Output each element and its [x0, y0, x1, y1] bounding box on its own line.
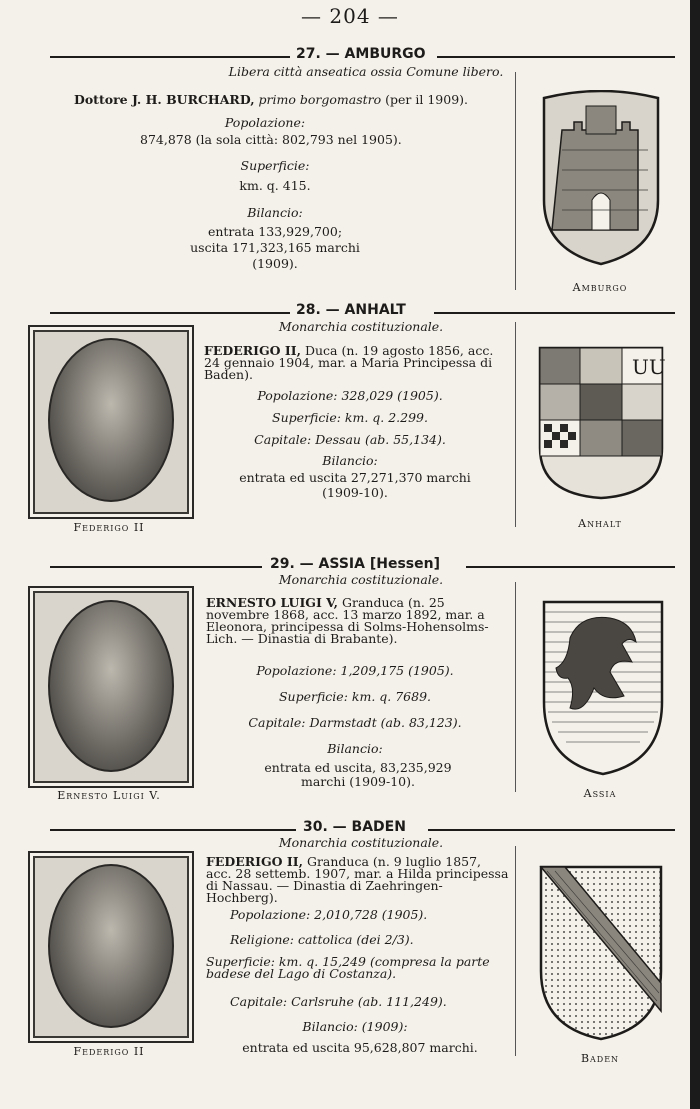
section-rule-left: [50, 829, 296, 831]
religion: Religione: cattolica (dei 2/3).: [230, 932, 414, 947]
budget-label: Bilancio:: [247, 205, 303, 220]
ruler-description: Granduca (n. 9 luglio 1857, acc. 28 settemb. 1907, mar. a Hilda principessa di Nassau. — Dinastia di Zaehringen-Hochberg).: [206, 854, 509, 905]
page-number: — 204 —: [301, 4, 399, 28]
budget-label: Bilancio:: [322, 453, 378, 468]
area: Superficie: km. q. 2.299.: [272, 410, 428, 425]
section-subtitle: Libera città anseatica ossia Comune libero.: [228, 64, 504, 79]
ruler-title: primo borgomastro: [258, 92, 382, 107]
ruler-name: FEDERIGO II,: [206, 854, 303, 869]
area-label: Superficie:: [240, 158, 310, 173]
ruler-line: [204, 345, 508, 381]
arms-caption: Assia: [583, 787, 617, 800]
baden-coat-of-arms-icon: [537, 863, 665, 1043]
capital: Capitale: Dessau (ab. 55,134).: [254, 432, 446, 447]
budget-line: (1909).: [252, 256, 298, 271]
section-subtitle: Monarchia costituzionale.: [278, 835, 444, 850]
anhalt-coat-of-arms-icon: [536, 344, 666, 502]
section-subtitle: Monarchia costituzionale.: [278, 319, 444, 334]
section-rule-right: [437, 56, 675, 58]
ruler-description: Duca (n. 19 agosto 1856, acc. 24 gennaio 1904, mar. a Maria Principessa di Baden).: [204, 343, 494, 382]
ruler-name: ERNESTO LUIGI V,: [206, 595, 339, 610]
ruler-line: [74, 92, 514, 107]
portrait-caption: Ernesto Luigi V.: [57, 789, 161, 802]
section-title: 29. — ASSIA [Hessen]: [270, 556, 440, 572]
area: Superficie: km. q. 7689.: [278, 689, 431, 704]
column-divider: [515, 322, 516, 527]
assia-coat-of-arms-icon: [540, 598, 666, 778]
portrait-photo: [48, 864, 174, 1028]
column-divider: [515, 846, 516, 1056]
budget-line: (1909-10).: [322, 485, 388, 500]
budget-line: marchi (1909-10).: [301, 774, 415, 789]
capital: Capitale: Carlsruhe (ab. 111,249).: [230, 994, 447, 1009]
population-label: Popolazione:: [224, 115, 306, 130]
amburgo-coat-of-arms-icon: [534, 90, 668, 268]
population: Popolazione: 328,029 (1905).: [257, 388, 443, 403]
budget-line: entrata ed uscita 95,628,807 marchi.: [242, 1040, 478, 1055]
population: Popolazione: 2,010,728 (1905).: [230, 907, 428, 922]
budget-label: Bilancio:: [327, 741, 383, 756]
section-title: 30. — BADEN: [303, 819, 406, 835]
ruler-description: Granduca (n. 25 novembre 1868, acc. 13 marzo 1892, mar. a Eleonora, principessa di Solms-Hohensolms-Lich. — Dinastia di Brabante).: [206, 595, 489, 646]
population: Popolazione: 1,209,175 (1905).: [256, 663, 454, 678]
ruler-line: [206, 597, 510, 645]
section-rule-right: [466, 566, 675, 568]
budget-line: entrata ed uscita, 83,235,929: [264, 760, 452, 775]
section-rule-left: [50, 312, 290, 314]
column-divider: [515, 72, 516, 290]
budget-line: entrata 133,929,700;: [207, 224, 343, 239]
section-title: 28. — ANHALT: [296, 302, 406, 318]
section-rule-right: [428, 829, 675, 831]
portrait-caption: Federigo II: [73, 1045, 145, 1058]
budget-line: entrata ed uscita 27,271,370 marchi: [239, 470, 471, 485]
population-value: 874,878 (la sola città: 802,793 nel 1905).: [140, 132, 402, 147]
area-value: km. q. 415.: [239, 178, 311, 193]
ruler-name: Dottore J. H. BURCHARD,: [74, 92, 255, 107]
section-rule-left: [50, 56, 290, 58]
ruler-name: FEDERIGO II,: [204, 343, 301, 358]
arms-caption: Anhalt: [578, 517, 622, 530]
section-rule-right: [434, 312, 675, 314]
svg-text:UU: UU: [632, 355, 666, 379]
budget-line: uscita 171,323,165 marchi: [190, 240, 360, 255]
column-divider: [515, 582, 516, 792]
portrait-caption: Federigo II: [73, 521, 145, 534]
ruler-line: [206, 856, 510, 904]
section-title: 27. — AMBURGO: [296, 46, 426, 62]
portrait-photo: [48, 338, 174, 502]
budget: Bilancio: (1909):: [302, 1019, 408, 1034]
section-subtitle: Monarchia costituzionale.: [278, 572, 444, 587]
section-rule-left: [50, 566, 262, 568]
portrait-photo: [48, 600, 174, 772]
ruler-year: (per il 1909).: [385, 92, 468, 107]
capital: Capitale: Darmstadt (ab. 83,123).: [248, 715, 462, 730]
area: Superficie: km. q. 15,249 (compresa la parte badese del Lago di Costanza).: [206, 954, 490, 981]
arms-caption: Amburgo: [572, 281, 628, 294]
arms-caption: Baden: [580, 1052, 620, 1065]
page-edge: [690, 0, 700, 1109]
